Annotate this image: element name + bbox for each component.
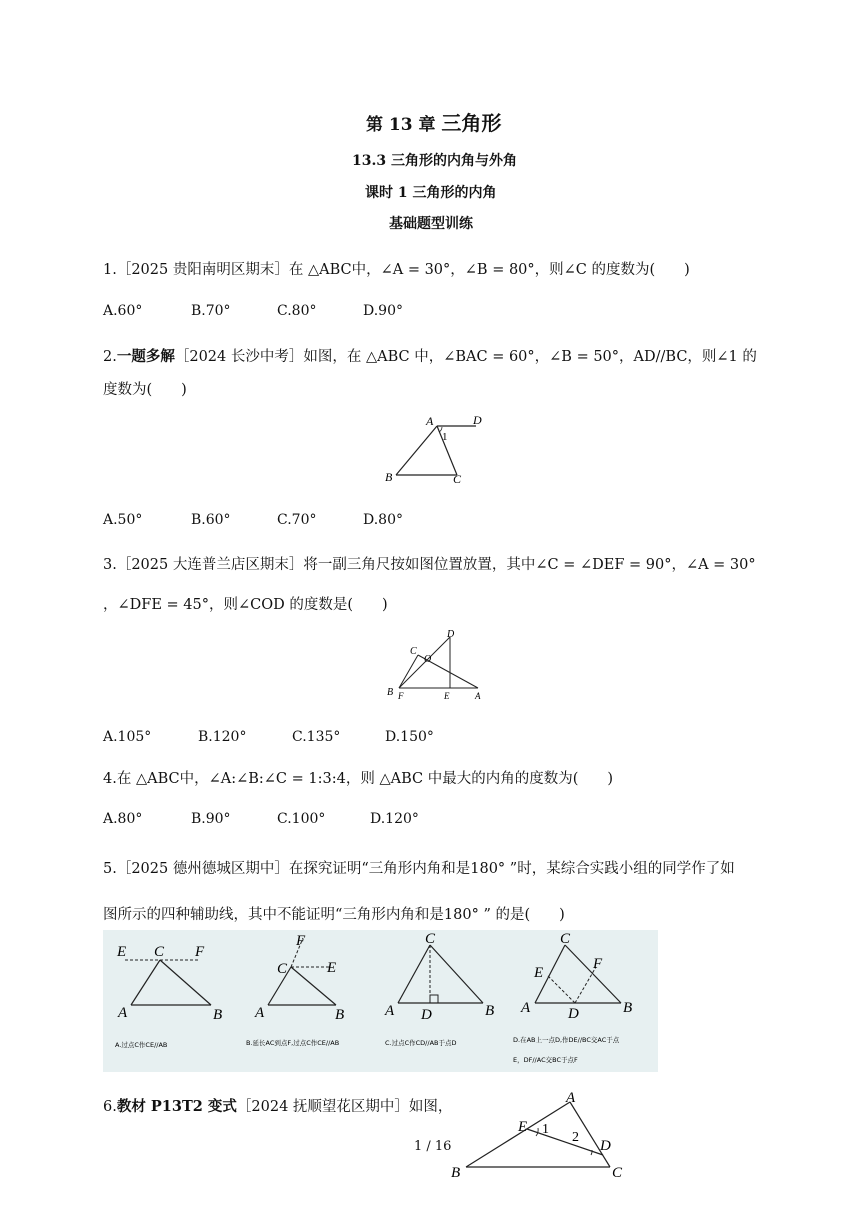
q5a-label-a: A [118,1005,128,1021]
q5d-label-e: E [534,965,544,981]
q5-panel-c [384,931,494,1047]
q5a-label-c: C [154,944,165,960]
q6-number: 6. [103,1099,117,1115]
q2-number: 2. [103,349,117,365]
lesson-title: 课时 1 三角形的内角 [365,185,497,201]
q4-option-d[interactable]: D.120° [370,811,419,827]
chapter-name: 三角形 [441,111,502,135]
q3-label-c: C [410,646,417,657]
question-1-stem: 1.［2025 贵阳南明区期末］在 △ABC中，∠A = 30°，∠B = 80°，则∠C 的度数为( ) [103,262,690,278]
q6-label-1: 1 [542,1122,549,1137]
q3-option-a[interactable]: A.105° [103,729,152,745]
page-number: 1 / 16 [414,1139,452,1154]
q3-label-a: A [475,691,481,701]
q5d-caption-line2: E，DF//AC交BC于点F [513,1056,578,1064]
q2-option-b[interactable]: B.60° [191,512,231,528]
q2-option-d[interactable]: D.80° [363,512,403,528]
q6-tag: 教材 P13T2 变式 [116,1098,237,1115]
q1-option-b[interactable]: B.70° [191,303,231,319]
q5a-label-f: F [195,944,205,960]
q5d-caption: D.在AB上一点D,作DE//BC交AC于点 [513,1036,620,1044]
q2-text: ［2024 长沙中考］如图，在 △ABC 中，∠BAC = 60°，∠B = 50°，AD//BC，则∠1 的 [174,349,757,365]
q6-label-a: A [566,1090,576,1106]
q6-label-d: D [600,1138,611,1154]
q3-option-c[interactable]: C.135° [292,729,341,745]
chapter-number: 第 13 章 [366,115,436,135]
question-2-stem-line2: 度数为( ) [103,382,187,398]
q2-figure [380,405,490,490]
q5-panel-b [246,933,344,1047]
q3-label-o: O [424,654,432,665]
q5b-label-a: A [255,1005,265,1021]
q1-option-c[interactable]: C.80° [277,303,317,319]
q3-label-f: F [398,691,404,701]
q5b-label-c: C [277,961,288,977]
question-5-stem-line2: 图所示的四种辅助线，其中不能证明“三角形内角和是180° ” 的是( ) [103,907,565,923]
q2-option-c[interactable]: C.70° [277,512,317,528]
q1-option-d[interactable]: D.90° [363,303,403,319]
q5c-label-a: A [385,1003,395,1019]
q6-label-c: C [612,1165,623,1181]
q5d-label-b: B [623,1000,633,1016]
question-3-stem-line2: ，∠DFE = 45°，则∠COD 的度数是( ) [103,597,388,613]
q6-label-b: B [451,1165,461,1181]
q2-option-a[interactable]: A.50° [103,512,143,528]
q5c-label-c: C [425,931,436,947]
q5-panel-d [513,931,632,1064]
question-6-stem [103,1095,452,1116]
q5a-caption: A.过点C作CE//AB [115,1041,168,1049]
part-title: 基础题型训练 [389,216,473,232]
q2-label-d: D [473,413,482,427]
question-2-stem [103,345,757,366]
q5b-label-f: F [296,933,306,949]
q4-option-c[interactable]: C.100° [277,811,326,827]
q5-figure-panel [103,930,658,1072]
q5b-label-e: E [327,960,337,976]
q3-label-e: E [444,691,450,701]
q2-label-b: B [385,470,393,484]
q5b-caption: B.延长AC到点F,过点C作CE//AB [246,1039,340,1047]
q5c-label-b: B [485,1003,495,1019]
question-5-stem: 5.［2025 德州德城区期中］在探究证明“三角形内角和是180° ”时，某综合实践小组的同学作了如 [103,861,735,877]
q6-text: ［2024 抚顺望花区期中］如图， [236,1099,453,1115]
q2-label-a: A [426,414,434,428]
q3-option-b[interactable]: B.120° [198,729,247,745]
q5a-label-b: B [213,1007,223,1023]
section-title: 13.3 三角形的内角与外角 [352,153,517,169]
q5-panel-a [115,944,222,1049]
chapter-title [366,107,501,136]
q5c-caption: C.过点C作CD//AB于点D [385,1039,457,1047]
q5d-label-d: D [568,1006,579,1022]
q5d-label-a: A [521,1000,531,1016]
q3-label-b: B [387,687,394,698]
q6-figure [440,1088,640,1183]
q4-option-b[interactable]: B.90° [191,811,231,827]
q3-label-d: D [447,629,455,640]
q3-figure [380,625,490,705]
q5b-label-b: B [335,1007,345,1023]
q2-label-c: C [453,472,462,486]
q4-option-a[interactable]: A.80° [103,811,143,827]
q6-label-2: 2 [572,1130,579,1145]
q3-option-d[interactable]: D.150° [385,729,434,745]
q5c-label-d: D [421,1007,432,1023]
q6-label-e: E [518,1119,528,1135]
q5d-label-c: C [560,931,571,947]
q5a-label-e: E [117,944,127,960]
q2-label-1: 1 [442,431,448,443]
q1-option-a[interactable]: A.60° [103,303,143,319]
question-4-stem: 4.在 △ABC中，∠A:∠B:∠C = 1:3:4，则 △ABC 中最大的内角的度数为( ) [103,771,614,787]
q5d-label-f: F [593,956,603,972]
q2-tag: 一题多解 [116,348,175,365]
question-3-stem: 3.［2025 大连普兰店区期末］将一副三角尺按如图位置放置，其中∠C = ∠DEF = 90°，∠A = 30° [103,557,756,573]
